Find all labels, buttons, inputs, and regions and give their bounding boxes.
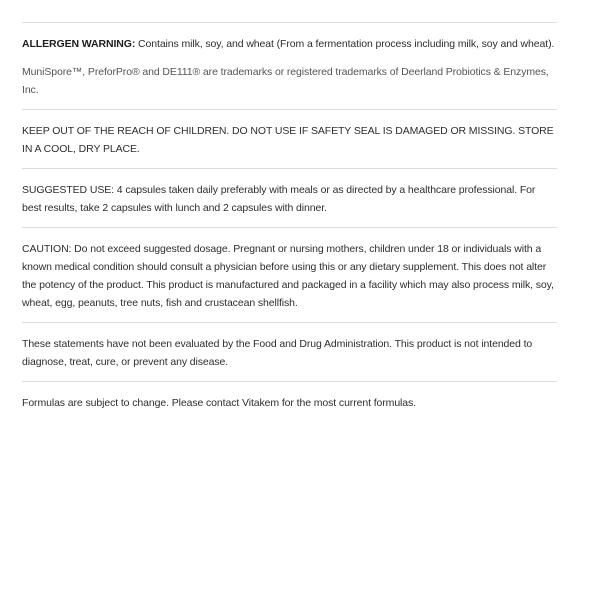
children-warning: KEEP OUT OF THE REACH OF CHILDREN. DO NOT USE IF SAFETY SEAL IS DAMAGED OR MISSING. STORE IN A COOL, DRY PLACE.: [22, 125, 554, 155]
formula-notice: Formulas are subject to change. Please contact Vitakem for the most current formulas.: [22, 397, 416, 409]
allergen-section: [22, 23, 557, 109]
allergen-warning-label: ALLERGEN WARNING:: [22, 38, 136, 50]
suggested-use: SUGGESTED USE: 4 capsules taken daily preferably with meals or as directed by a healthcare professional. For best results, take 2 capsules with lunch and 2 capsules with dinner.: [22, 184, 536, 214]
trademark-notice: MuniSpore™, PreforPro® and DE111® are trademarks or registered trademarks of Deerland Probiotics & Enzymes, Inc.: [22, 66, 549, 96]
fda-statement: These statements have not been evaluated by the Food and Drug Administration. This product is not intended to diagnose, treat, cure, or prevent any disease.: [22, 338, 533, 368]
formula-section: [22, 382, 557, 422]
caution: CAUTION: Do not exceed suggested dosage. Pregnant or nursing mothers, children under 18 or individuals with a known medical condition should consult a physician before using this or any dietary supplement. This does not alter the potency of the product. This product is manufactured and packaged in a facility which may also process milk, soy, wheat, egg, peanuts, tree nuts, fish and crustacean shellfish.: [22, 243, 554, 309]
allergen-warning: [22, 35, 557, 53]
product-warnings-panel: [22, 22, 557, 422]
fda-section: [22, 323, 557, 381]
children-warning-section: [22, 110, 557, 168]
caution-section: [22, 228, 557, 322]
suggested-use-section: [22, 169, 557, 227]
allergen-warning-text: Contains milk, soy, and wheat (From a fermentation process including milk, soy and wheat).: [135, 38, 555, 50]
